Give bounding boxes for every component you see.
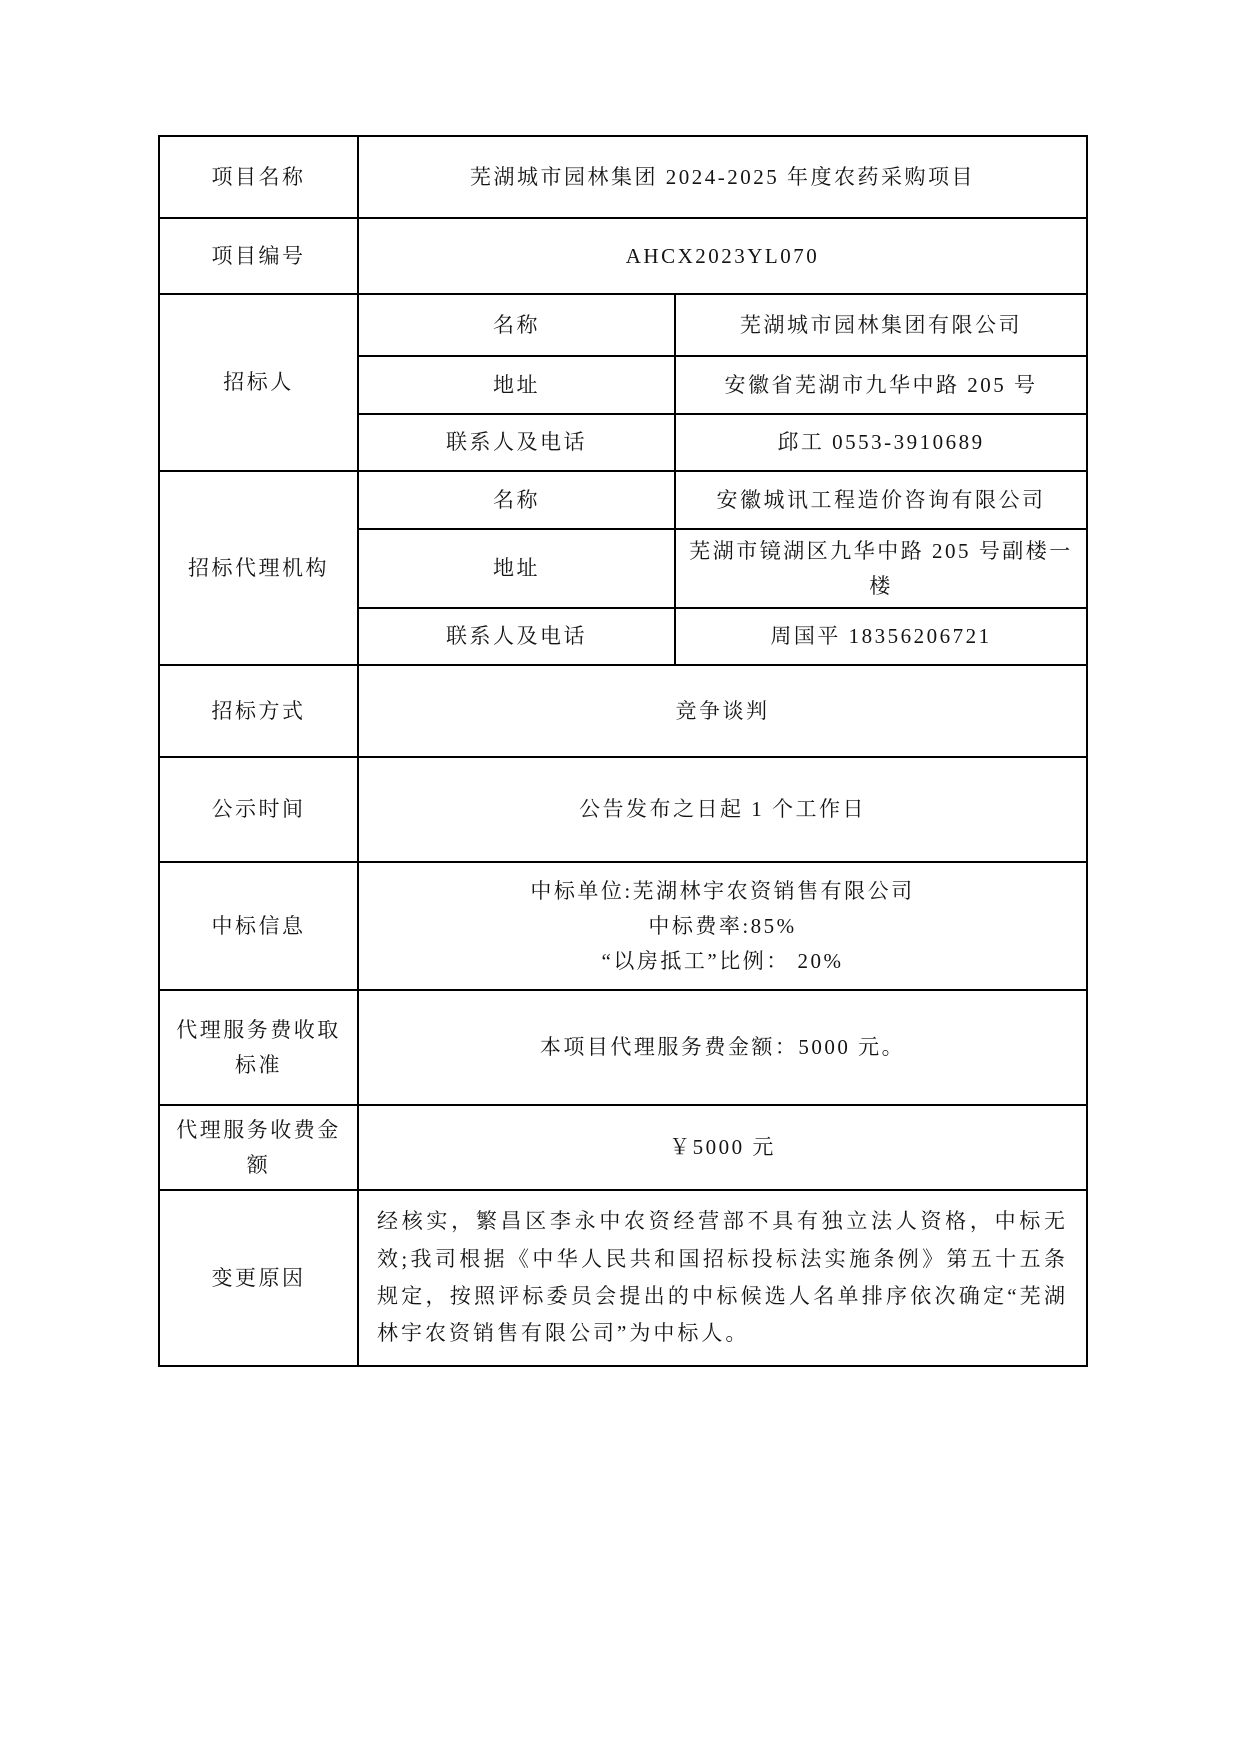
project-name-value: 芜湖城市园林集团 2024-2025 年度农药采购项目 xyxy=(358,136,1087,218)
bid-method-value: 竞争谈判 xyxy=(358,665,1087,757)
table-row xyxy=(159,294,1087,356)
agency-label: 招标代理机构 xyxy=(159,471,358,665)
award-info-value xyxy=(358,862,1087,990)
agency-name-key: 名称 xyxy=(358,471,675,529)
table-row xyxy=(159,471,1087,529)
change-reason-value: 经核实，繁昌区李永中农资经营部不具有独立法人资格，中标无效;我司根据《中华人民共和国招标投标法实施条例》第五十五条规定，按照评标委员会提出的中标候选人名单排序依次确定“芜湖林宇农资销售有限公司”为中标人。 xyxy=(358,1190,1087,1366)
table-row xyxy=(159,1190,1087,1366)
table-row xyxy=(159,990,1087,1105)
tenderer-name-value: 芜湖城市园林集团有限公司 xyxy=(675,294,1087,356)
award-info-label: 中标信息 xyxy=(159,862,358,990)
publicity-period-value: 公告发布之日起 1 个工作日 xyxy=(358,757,1087,862)
agency-contact-value: 周国平 18356206721 xyxy=(675,608,1087,665)
agency-fee-amount-label: 代理服务收费金额 xyxy=(159,1105,358,1190)
agency-address-key: 地址 xyxy=(358,529,675,608)
table-row xyxy=(159,757,1087,862)
tenderer-address-key: 地址 xyxy=(358,356,675,414)
agency-fee-amount-value: ￥5000 元 xyxy=(358,1105,1087,1190)
table-row xyxy=(159,1105,1087,1190)
bid-method-label: 招标方式 xyxy=(159,665,358,757)
tenderer-contact-key: 联系人及电话 xyxy=(358,414,675,471)
agency-address-value: 芜湖市镜湖区九华中路 205 号副楼一楼 xyxy=(675,529,1087,608)
agency-name-value: 安徽城讯工程造价咨询有限公司 xyxy=(675,471,1087,529)
table-row xyxy=(159,218,1087,294)
award-rate-line: 中标费率:85% xyxy=(648,913,797,938)
table-row xyxy=(159,665,1087,757)
tenderer-address-value: 安徽省芜湖市九华中路 205 号 xyxy=(675,356,1087,414)
tenderer-label: 招标人 xyxy=(159,294,358,471)
agency-fee-standard-label: 代理服务费收取标准 xyxy=(159,990,358,1105)
award-ratio-line: “以房抵工”比例： 20% xyxy=(601,948,844,973)
project-name-label: 项目名称 xyxy=(159,136,358,218)
agency-fee-standard-value: 本项目代理服务费金额：5000 元。 xyxy=(358,990,1087,1105)
change-reason-label: 变更原因 xyxy=(159,1190,358,1366)
tenderer-contact-value: 邱工 0553-3910689 xyxy=(675,414,1087,471)
table-row xyxy=(159,862,1087,990)
table-row xyxy=(159,136,1087,218)
project-number-label: 项目编号 xyxy=(159,218,358,294)
bid-result-change-table xyxy=(158,135,1088,1367)
project-number-value: AHCX2023YL070 xyxy=(358,218,1087,294)
award-winner-line: 中标单位:芜湖林宇农资销售有限公司 xyxy=(530,879,915,904)
tenderer-name-key: 名称 xyxy=(358,294,675,356)
publicity-period-label: 公示时间 xyxy=(159,757,358,862)
agency-contact-key: 联系人及电话 xyxy=(358,608,675,665)
